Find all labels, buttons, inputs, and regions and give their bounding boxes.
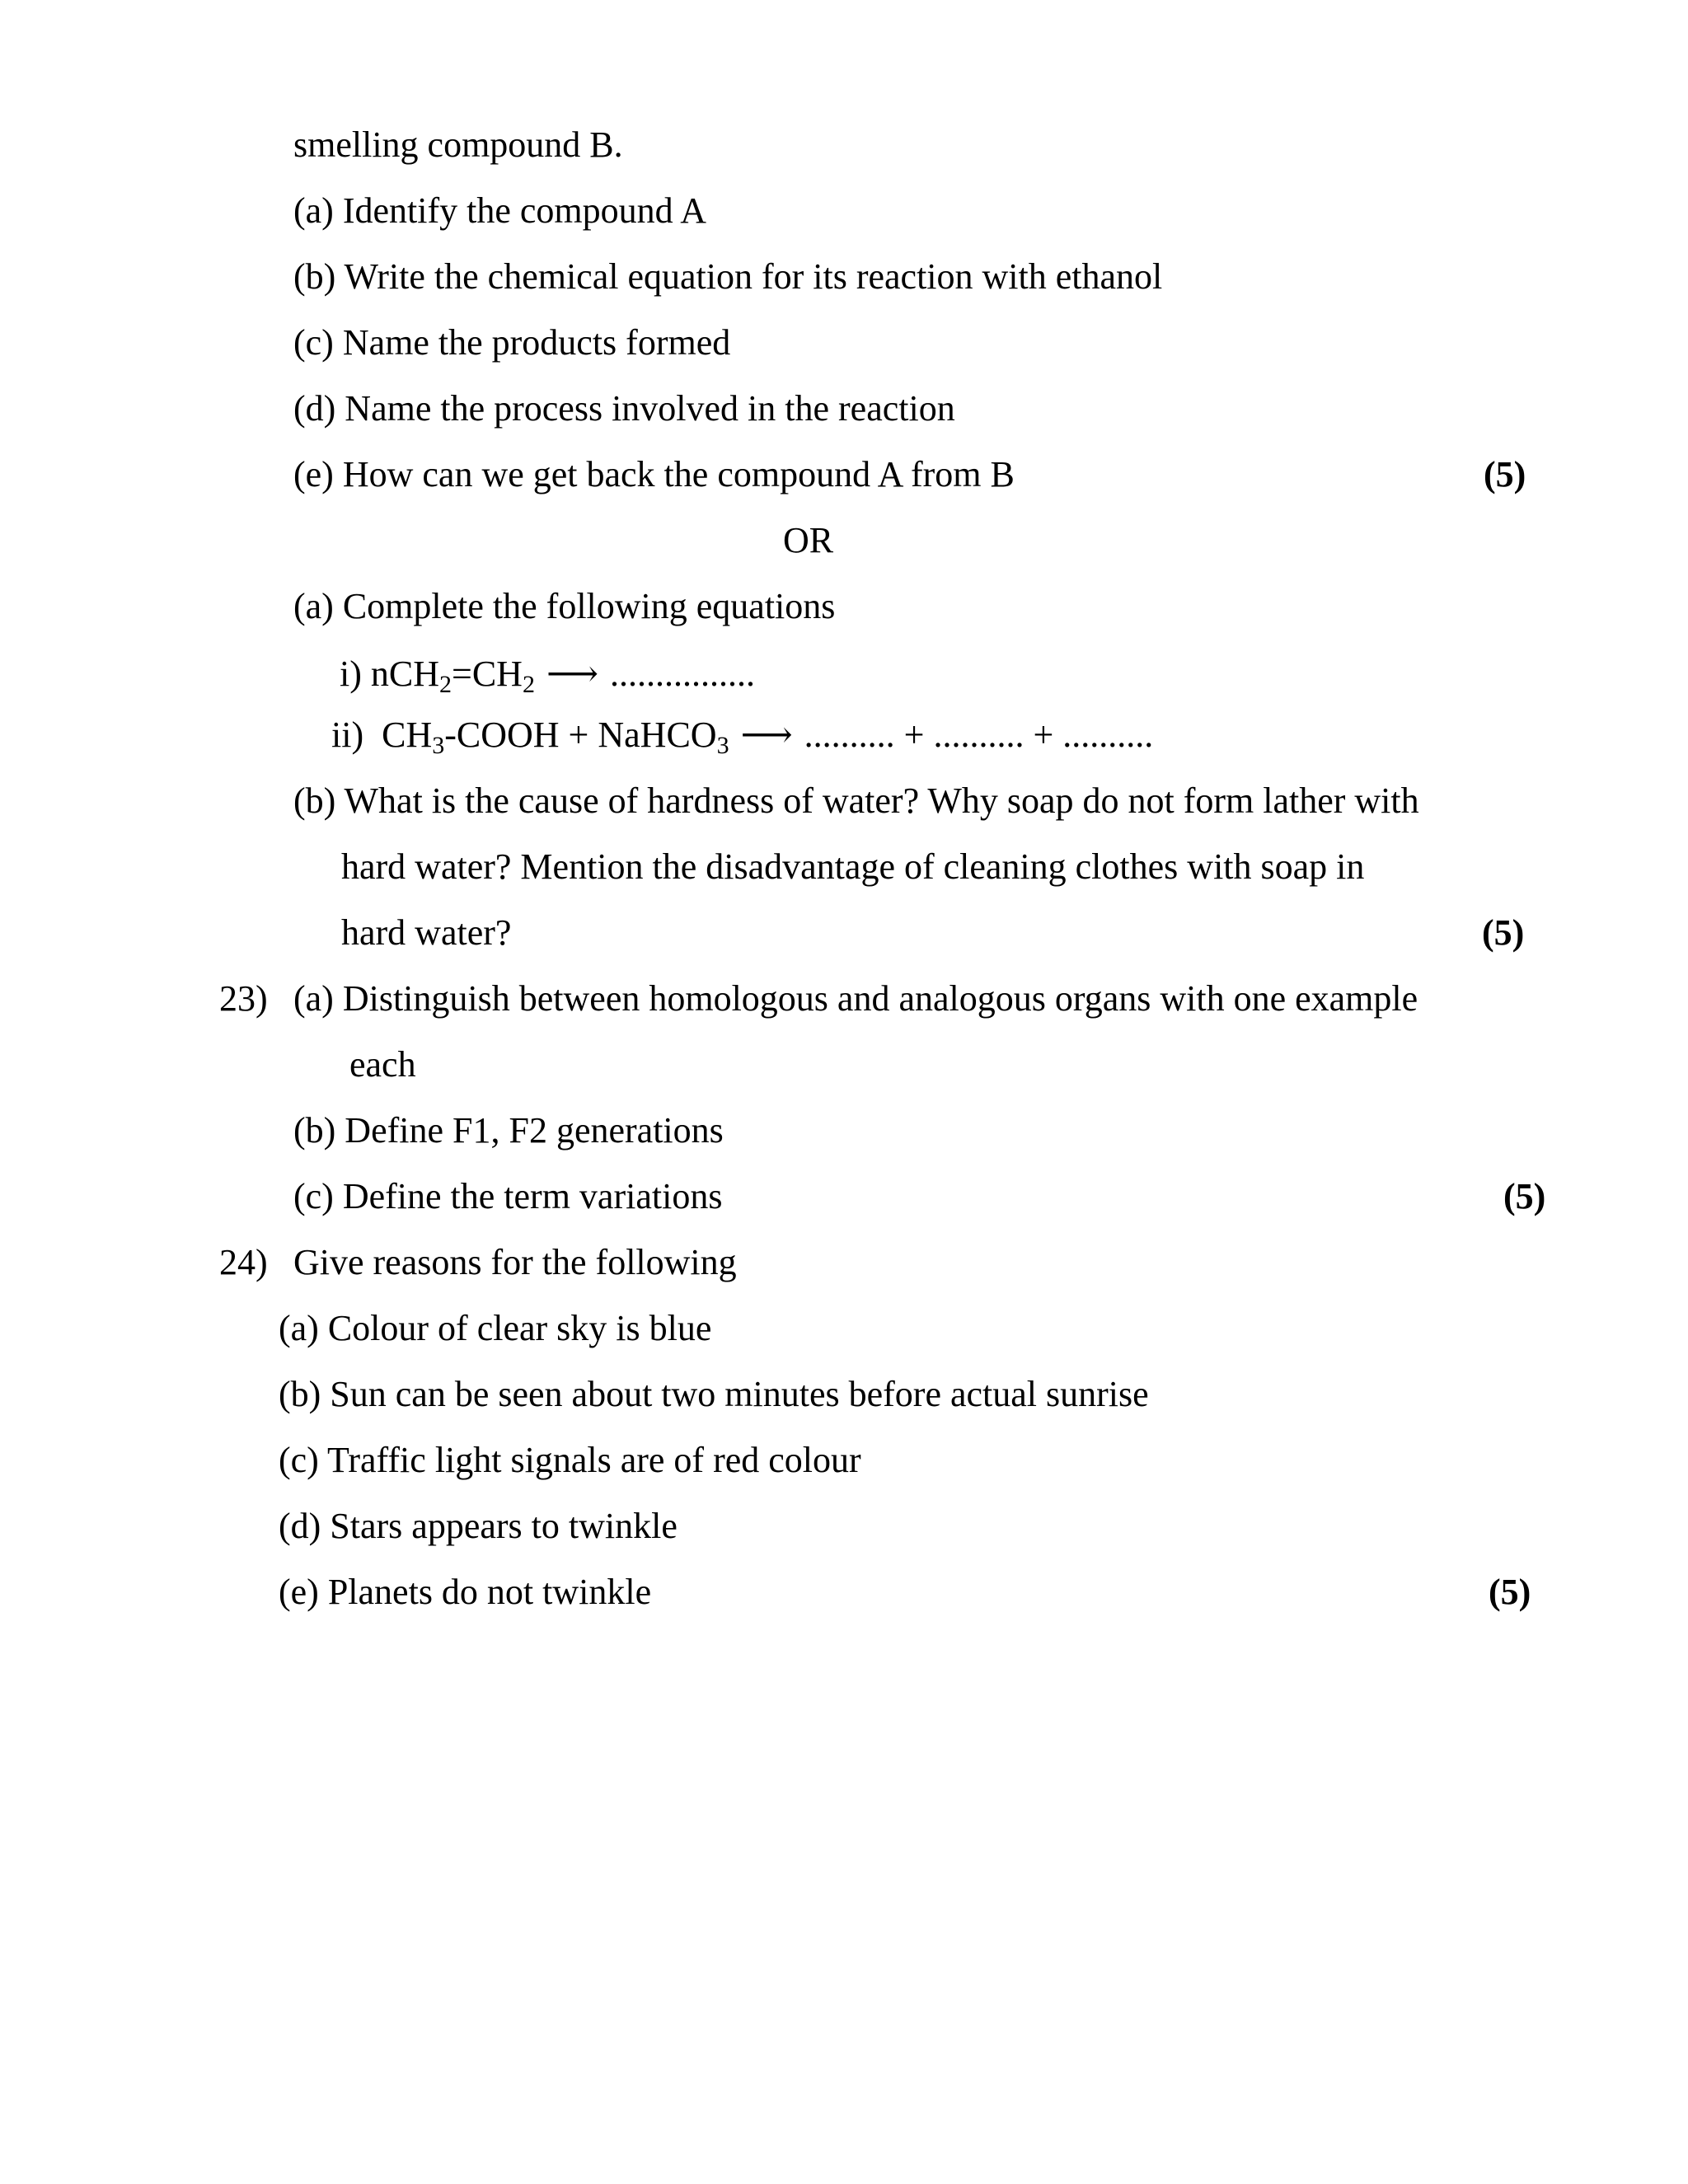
q23-number: 23) [219,978,268,1019]
equation-1-reactant-mid: =CH [452,654,523,694]
equation-1 [340,653,755,696]
q22-alt-part-a: (a) Complete the following equations [293,586,836,626]
q22-part-a: (a) Identify the compound A [293,190,706,231]
equation-2-reactant-mid: -COOH + NaHCO [444,715,717,755]
q24-part-c: (c) Traffic light signals are of red colour [279,1440,861,1480]
q22-alt-part-b-line-2: hard water? Mention the disadvantage of cleaning clothes with soap in [341,846,1365,887]
q24-part-e: (e) Planets do not twinkle [279,1572,652,1612]
equation-2 [331,714,1153,757]
q23-marks: (5) [1503,1176,1546,1216]
q24-part-a: (a) Colour of clear sky is blue [279,1308,712,1348]
q24-marks: (5) [1489,1572,1531,1612]
q22-marks: (5) [1484,454,1526,494]
q22-part-d: (d) Name the process involved in the reaction [293,388,955,429]
equation-2-subscript-2: 3 [716,732,729,759]
q23-part-a-line-1: (a) Distinguish between homologous and analogous organs with one example [293,978,1418,1019]
equation-1-reactant-start: i) nCH [340,654,439,694]
q22-alt-part-b-line-3: hard water? [341,912,512,953]
q24-stem: Give reasons for the following [293,1242,737,1282]
q24-number: 24) [219,1242,268,1282]
or-separator: OR [783,520,834,560]
q22-part-e: (e) How can we get back the compound A from B [293,454,1015,494]
q22-alt-part-b-line-1: (b) What is the cause of hardness of water? Why soap do not form lather with [293,780,1419,821]
q24-part-d: (d) Stars appears to twinkle [279,1506,678,1546]
q23-part-a-line-2: each [349,1044,416,1085]
q22-continuation-text: smelling compound B. [293,124,623,165]
equation-1-arrow-icon: ⟶ [546,654,599,694]
equation-1-subscript-2: 2 [522,671,535,698]
q22-part-b: (b) Write the chemical equation for its reaction with ethanol [293,256,1163,297]
q22-alt-marks: (5) [1482,912,1525,953]
q24-part-b: (b) Sun can be seen about two minutes before actual sunrise [279,1374,1149,1414]
equation-1-subscript-1: 2 [439,671,452,698]
q23-part-c: (c) Define the term variations [293,1176,723,1216]
equation-2-subscript-1: 3 [432,732,445,759]
q22-part-c: (c) Name the products formed [293,322,731,363]
equation-1-blank: ................ [610,654,756,694]
q23-part-b: (b) Define F1, F2 generations [293,1110,724,1151]
equation-2-blanks: .......... + .......... + .......... [804,715,1154,755]
equation-2-arrow-icon: ⟶ [740,715,793,755]
equation-2-reactant-start: ii) CH [331,715,433,755]
